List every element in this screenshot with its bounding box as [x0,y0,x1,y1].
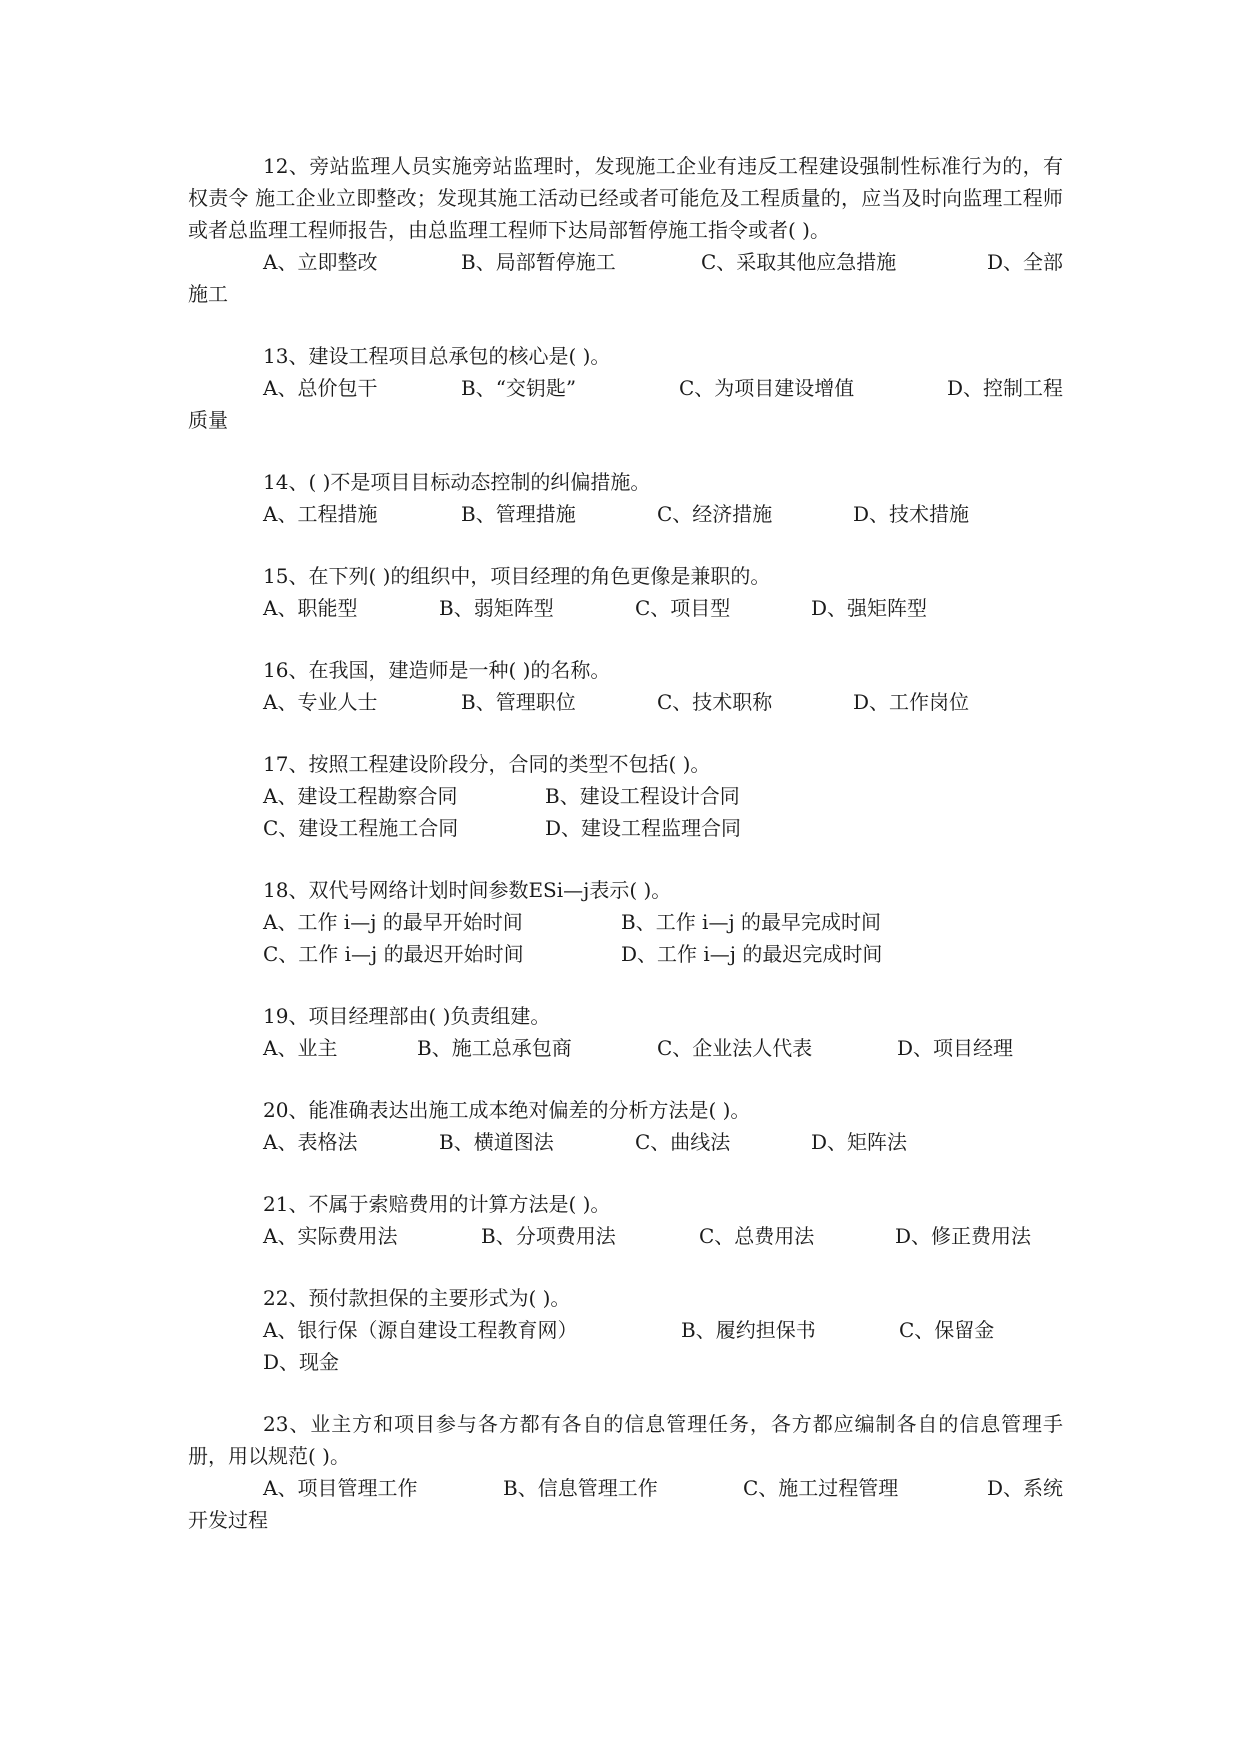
question-21 [188,1188,1063,1252]
option-a: A、总价包干 [263,376,378,400]
option-row [188,1314,1063,1346]
question-stem: 16、在我国，建造师是一种( )的名称。 [263,658,611,682]
option-b: B、弱矩阵型 [439,596,554,620]
question-stem: 21、不属于索赔费用的计算方法是( )。 [263,1192,611,1216]
option-d: D、系统 [986,1476,1063,1500]
option-d: D、工作 i—j 的最迟完成时间 [621,942,883,966]
option-row [188,1032,1063,1064]
option-c: C、工作 i—j 的最迟开始时间 [263,942,524,966]
option-d: D、技术措施 [853,502,970,526]
option-c: C、经济措施 [657,502,773,526]
option-a: A、实际费用法 [263,1224,398,1248]
option-row [188,1346,1063,1378]
option-row [188,592,1063,624]
option-d-continuation: 质量 [188,408,228,432]
option-row [188,812,1063,844]
option-a: A、银行保（源自建设工程教育网） [263,1318,578,1342]
question-16 [188,654,1063,718]
option-a: A、建设工程勘察合同 [263,784,458,808]
option-row [188,686,1063,718]
option-d: D、强矩阵型 [811,596,928,620]
exam-page [188,150,1063,1566]
option-b: B、局部暂停施工 [461,250,616,274]
question-20 [188,1094,1063,1158]
option-c: C、曲线法 [635,1130,731,1154]
question-stem: 17、按照工程建设阶段分，合同的类型不包括( )。 [263,752,711,776]
option-b: B、履约担保书 [681,1318,816,1342]
option-c: C、项目型 [635,596,731,620]
option-d: D、现金 [263,1350,340,1374]
option-a: A、项目管理工作 [263,1476,418,1500]
question-18 [188,874,1063,970]
question-15 [188,560,1063,624]
option-row [188,372,1063,404]
option-d: D、工作岗位 [853,690,970,714]
option-c: C、总费用法 [699,1224,815,1248]
option-row [188,498,1063,530]
option-a: A、业主 [263,1036,338,1060]
option-c: C、施工过程管理 [743,1476,899,1500]
option-row [188,246,1063,278]
option-b: B、信息管理工作 [503,1476,658,1500]
question-stem: 18、双代号网络计划时间参数ESi—j表示( )。 [263,878,672,902]
option-d: D、修正费用法 [895,1224,1032,1248]
question-stem: 20、能准确表达出施工成本绝对偏差的分析方法是( )。 [263,1098,751,1122]
question-13 [188,340,1063,436]
option-b: B、“交钥匙” [461,376,577,400]
option-d-continuation: 施工 [188,282,228,306]
option-d: D、控制工程 [946,376,1063,400]
option-c: C、保留金 [899,1318,995,1342]
option-d-continuation: 开发过程 [188,1508,268,1532]
option-row [188,780,1063,812]
question-stem: 12、旁站监理人员实施旁站监理时，发现施工企业有违反工程建设强制性标准行为的，有权责令 施工企业立即整改；发现其施工活动已经或者可能危及工程质量的，应当及时向监理工程师或者总监理工程师报告，由总监理工程师下达局部暂停施工指令或者( )。 [188,154,1063,242]
question-stem: 14、( )不是项目目标动态控制的纠偏措施。 [263,470,651,494]
option-row [188,906,1063,938]
option-a: A、工程措施 [263,502,378,526]
option-b: B、横道图法 [439,1130,554,1154]
option-row [188,938,1063,970]
option-row [188,1126,1063,1158]
option-c: C、为项目建设增值 [679,376,855,400]
option-c: C、技术职称 [657,690,773,714]
option-b: B、管理措施 [461,502,576,526]
question-22 [188,1282,1063,1378]
question-stem: 13、建设工程项目总承包的核心是( )。 [263,344,611,368]
question-23 [188,1408,1063,1536]
option-b: B、建设工程设计合同 [545,784,740,808]
question-19 [188,1000,1063,1064]
option-row [188,1472,1063,1504]
question-stem: 22、预付款担保的主要形式为( )。 [263,1286,571,1310]
question-14 [188,466,1063,530]
option-b: B、工作 i—j 的最早完成时间 [621,910,882,934]
question-stem: 19、项目经理部由( )负责组建。 [263,1004,551,1028]
question-stem: 15、在下列( )的组织中，项目经理的角色更像是兼职的。 [263,564,771,588]
option-d: D、项目经理 [897,1036,1014,1060]
question-17 [188,748,1063,844]
option-a: A、立即整改 [263,250,378,274]
option-c: C、企业法人代表 [657,1036,813,1060]
option-b: B、分项费用法 [481,1224,616,1248]
option-d: D、矩阵法 [811,1130,908,1154]
option-b: B、管理职位 [461,690,576,714]
question-12 [188,150,1063,310]
option-a: A、表格法 [263,1130,358,1154]
option-a: A、职能型 [263,596,358,620]
option-row [188,1220,1063,1252]
option-d: D、全部 [986,250,1063,274]
option-a: A、专业人士 [263,690,378,714]
option-c: C、建设工程施工合同 [263,816,459,840]
option-c: C、采取其他应急措施 [701,250,897,274]
option-d: D、建设工程监理合同 [545,816,742,840]
option-b: B、施工总承包商 [417,1036,572,1060]
question-stem: 23、业主方和项目参与各方都有各自的信息管理任务，各方都应编制各自的信息管理手册，用以规范( )。 [188,1412,1063,1468]
option-a: A、工作 i—j 的最早开始时间 [263,910,523,934]
